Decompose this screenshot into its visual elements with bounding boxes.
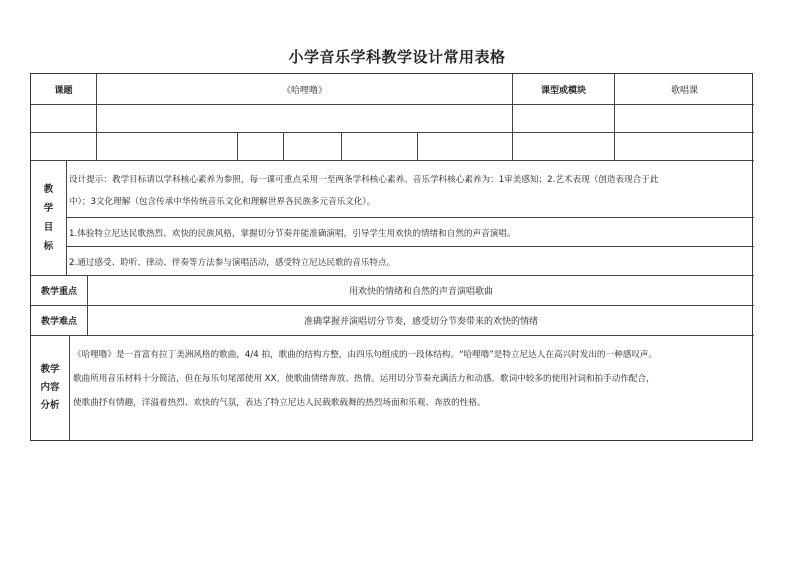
- blank-cell: [615, 105, 754, 133]
- key-point-value: 用欢快的情绪和自然的声音演唱歌曲: [88, 276, 754, 306]
- difficulty-label: 教学难点: [31, 306, 88, 336]
- blank-cell: [418, 133, 513, 161]
- objectives-label: [31, 161, 67, 276]
- divider: [67, 217, 754, 218]
- analysis-label-line: 教学: [40, 364, 60, 375]
- blank-cell: [31, 133, 97, 161]
- blank-cell: [238, 133, 284, 161]
- blank-cell: [97, 105, 513, 133]
- objectives-label-char: 学: [43, 203, 54, 214]
- analysis-label: [31, 336, 70, 440]
- analysis-line: 歌曲所用音乐材料十分简洁，但在每乐句尾部使用 XX，使歌曲情绪奔放、热情。运用切分节奏充满活力和动感。歌词中较多的使用衬词和拍手动作配合，: [73, 374, 655, 384]
- key-point-label: 教学重点: [31, 276, 88, 306]
- analysis-line: 使歌曲抒有情趣，洋溢着热烈、欢快的气氛，表达了特立尼达人民载歌载舞的热烈场面和乐观、奔放的性格。: [73, 398, 486, 408]
- objectives-label-char: 标: [43, 241, 54, 252]
- blank-cell: [513, 105, 615, 133]
- design-hint-line: 设计提示：教学目标请以学科核心素养为参照，每一课可重点采用一至两条学科核心素养。音乐学科核心素养为：1审美感知；2.艺术表现（创造表现合于此: [69, 175, 659, 185]
- analysis-label-line: 分析: [40, 400, 60, 411]
- page-title: 小学音乐学科教学设计常用表格: [288, 48, 506, 66]
- topic-label: 课题: [31, 74, 97, 105]
- objectives-label-char: 教: [43, 184, 54, 195]
- objective-item: 2.通过感受、聆听、律动、伴奏等方法参与演唱活动，感受特立尼达民歌的音乐特点。: [69, 258, 396, 268]
- type-label: 课型或模块: [513, 74, 615, 105]
- difficulty-value: 准确掌握并演唱切分节奏，感受切分节奏带来的欢快的情绪: [88, 306, 754, 336]
- lesson-design-table: [30, 73, 753, 441]
- objective-item: 1.体验特立尼达民歌热烈、欢快的民族风格，掌握切分节奏并能准确演唱，引导学生用欢快的情绪和自然的声音演唱。: [69, 229, 516, 239]
- analysis-line: 《哈哩噜》是一首富有拉丁美洲风格的歌曲，4/4 拍，歌曲的结构方整，由四乐句组成的一段体结构。“哈哩噜”是特立尼达人在高兴时发出的一种感叹声。: [73, 350, 658, 360]
- blank-cell: [97, 133, 238, 161]
- topic-value: 《哈哩噜》: [97, 74, 513, 105]
- divider: [67, 246, 754, 247]
- objectives-label-char: 目: [43, 222, 54, 233]
- blank-cell: [284, 133, 342, 161]
- blank-cell: [615, 133, 754, 161]
- type-value: 歌唱课: [615, 74, 754, 105]
- blank-cell: [513, 133, 615, 161]
- blank-cell: [342, 133, 418, 161]
- design-hint-line: 中）；3文化理解（包含传承中华传统音乐文化和理解世界各民族多元音乐文化）。: [69, 197, 376, 207]
- blank-cell: [31, 105, 97, 133]
- analysis-label-line: 内容: [40, 382, 60, 393]
